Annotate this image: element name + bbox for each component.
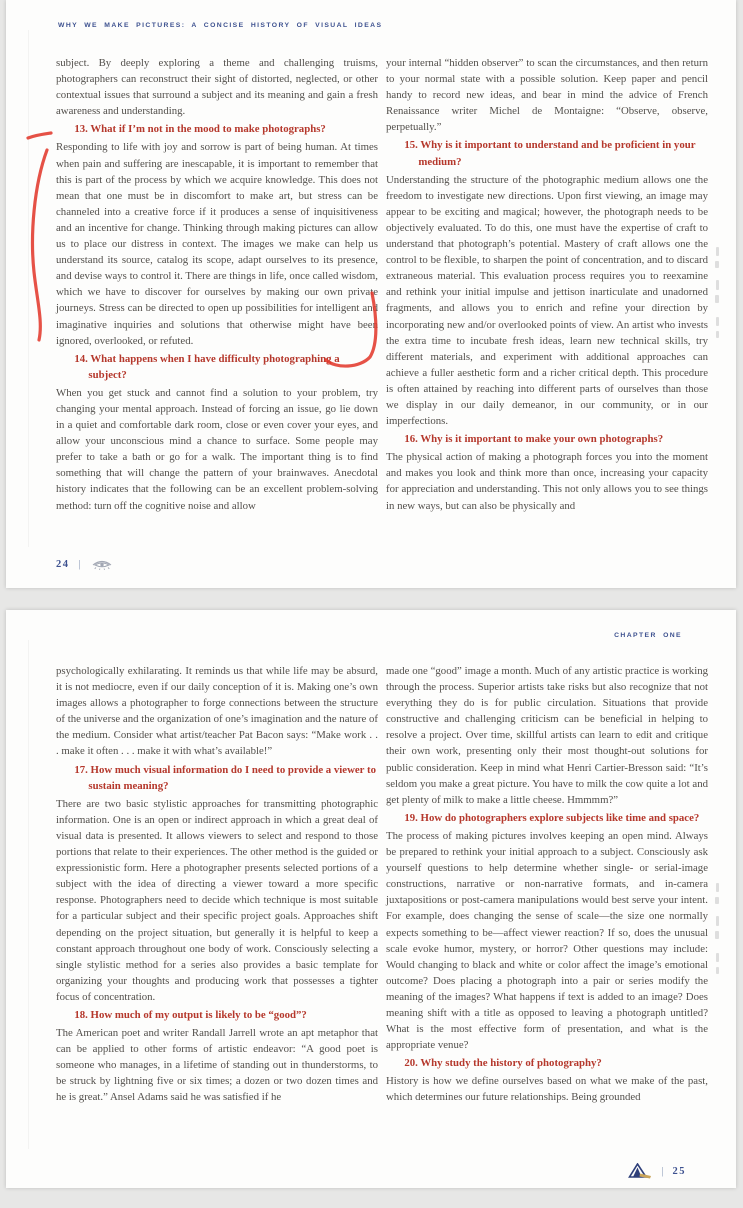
text-column-right <box>386 663 708 1106</box>
body-paragraph: Responding to life with joy and sorrow is part of being human. At times when pain and suffering are inescapable, it is important to remember that this is part of the process by which we acquire knowledge. This does not mean that one must be in discomfort to make art, but stress can be channeled into a creative force if it produces a sense of inquisitiveness and an incentive for change. Thinking through making pictures can allow us to place our distress in context. The images we make can help us understand its source, catalog its scope, adapt ourselves to its presence, and devise ways to control it. There are things in life, once called wisdom, which we have to discover for ourselves by making our own private journeys. Stress can be directed to open up possibilities for intelligent and imaginative inquiries and solutions that otherwise might have been ignored, overlooked, or refuted. <box>56 141 378 347</box>
body-paragraph: The process of making pictures involves keeping an open mind. Always be prepared to rethink your initial approach to a subject. Consciously ask yourself questions to help determine whether single- or serial-image constructions, narrative or non-narrative formats, and in-camera juxtapositions or post-camera manipulations would best serve your intent. For example, does changing the sense of scale—the size one normally expects something to be—affect viewer reaction? If so, does the unusual scale evoke humor, mystery, or horror? Other questions may include: Would changing to black and white or color affect the image’s emotional outcome? Does placing a photograph into a pair or series modify the meaning of the images? What happens if text is added to an image? Does meaning shift with a title as opposed to leaving a photograph untitled? What is the most effective form of presentation, and what is the appropriate venue? <box>386 829 708 1052</box>
body-paragraph: The American poet and writer Randall Jarrell wrote an apt metaphor that can be applied to other forms of artistic endeavor: “A good poet is someone who manages, in a lifetime of standing out in thunderstorms, to be struck by lightning five or six times; a dozen or two dozen times and he is great.” Ansel Adams said he was satisfied if he <box>56 1027 378 1104</box>
body-paragraph: The physical action of making a photograph forces you into the moment and makes you look and think more than once, increasing your capacity for appreciation and understanding. This not only allows you to see things in new ways, but can also be physically and <box>386 451 708 512</box>
body-paragraph: There are two basic stylistic approaches for transmitting photographic information. One is an open or indirect approach in which a great deal of visual data is presented. It allows viewers to select and respond to those portions that relate to their experiences. The other method is the guided or expressionistic form. Here a photographer presents selected portions of a subject with the idea of directing a viewer toward a more specific response. Photographers need to decide which technique is most suitable for a particular subject and their specific project goals. Approaches shift depending on the project situation, but generally it is helpful to keep a constant approach throughout one body of work. Consciously selecting a single stylistic method for a series also provides a basic template for organizing your thoughts and producing work that possesses a tighter focus of concentration. <box>56 797 378 1003</box>
page-footer <box>56 558 114 570</box>
footer-divider: | <box>78 558 81 570</box>
page-25-columns <box>6 663 736 1106</box>
text-column-left <box>56 55 378 514</box>
eye-icon <box>90 558 114 570</box>
running-header: CHAPTER ONE <box>614 632 682 639</box>
body-paragraph: made one “good” image a month. Much of any artistic practice is working through the process. Superior artists take risks but also recognize that not everything they do is for public circulation. Situations that provide constructive and challenging criticism can be beneficial in helping to resolve a project. Over time, skillful artists can learn to edit and critique their own work, presenting only their most thought-out solutions for public consideration. Keep in mind what Henri Cartier-Bresson said: “It’s seldom you make a great picture. You have to milk the cow quite a lot and get plenty of milk to make a little cheese. Hmmmm?” <box>386 665 708 806</box>
footer-divider: | <box>661 1166 664 1177</box>
page-footer <box>628 1163 686 1180</box>
question-heading: 18. How much of my output is likely to be “good”? <box>74 1008 307 1021</box>
body-paragraph: your internal “hidden observer” to scan the circumstances, and then return to your normal state with a possible solution. Keep paper and pencil handy to record new ideas, and bear in mind the advice of French Renaissance writer Michel de Montaigne: “Observe, observe, perpetually.” <box>386 57 708 134</box>
body-paragraph: When you get stuck and cannot find a solution to your problem, try changing your mental approach. Instead of forcing an issue, go lie down in a quiet and comfortable dark room, close or even cover your eyes, and allow your unconscious mind a chance to surface. Some people may prefer to take a bath or go for a walk. The important thing is to find something that will change the pattern of your brainwaves. Anecdotal history indicates that the following can be an excellent problem-solving method: turn off the cognitive noise and allow <box>56 386 378 512</box>
question-heading: 15. Why is it important to understand and be proficient in your medium? <box>404 139 696 168</box>
question-heading: 17. How much visual information do I need to provide a viewer to sustain meaning? <box>74 763 376 792</box>
page-24-columns <box>6 55 736 514</box>
page-25 <box>6 610 736 1188</box>
text-column-left <box>56 663 378 1106</box>
prism-icon <box>628 1163 652 1180</box>
page-crease <box>28 640 29 1149</box>
text-column-right <box>386 55 708 514</box>
page-number: 25 <box>672 1166 686 1177</box>
page-number: 24 <box>56 558 70 570</box>
question-heading: 14. What happens when I have difficulty photographing a subject? <box>74 352 340 381</box>
body-paragraph: Understanding the structure of the photographic medium allows one the freedom to investigate new directions. Upon first viewing, an image may appear to be exciting and magical; however, the photograph needs to be objectively evaluated. To do this, one must have the expertise of craft to understand that photograph’s potential. Mastery of craft allows one the control to be flexible, to sharpen the point of concentration, and to discard extraneous material. This evaluation process requires you to reexamine and rethink your initial impulse and jettison inarticulate and unadorned fragments, and allows you to enrich and refine your direction by incorporating new and/or overlooked points of view. An artist who invests the extra time to incubate fresh ideas, learn new technical skills, try different materials, and experiment with additional approaches can achieve a fuller aesthetic form and a richer critical depth. This procedure is often attained by reaching into different parts of ourselves than those we display in our daily demeanor, in our community, or in our imperfections. <box>386 173 708 428</box>
page-24 <box>6 0 736 588</box>
question-heading: 16. Why is it important to make your own photographs? <box>404 433 664 446</box>
body-paragraph: History is how we define ourselves based on what we make of the past, which determines our future relationships. Being grounded <box>386 1075 708 1104</box>
page-edge-artifact <box>714 242 720 343</box>
question-heading: 19. How do photographers explore subjects like time and space? <box>404 811 700 824</box>
page-edge-artifact <box>714 878 720 979</box>
question-heading: 20. Why study the history of photography? <box>404 1057 602 1070</box>
body-paragraph: psychologically exhilarating. It reminds us that while life may be absurd, it is not mediocre, even if our daily conception of it is. Making one’s own images allows a photographer to forge connections between the structure of the universe and the organization of one’s imagination and the nature of the medium. Consider what artist/teacher Pat Bacon says: “Make work . . . make it often . . . make it with what’s available!” <box>56 665 378 758</box>
body-paragraph: subject. By deeply exploring a theme and challenging truisms, photographers can reconstruct their sight of distorted, neglected, or other contextual issues that surround a subject and its meaning and gain a fresh awareness and understanding. <box>56 57 378 118</box>
question-heading: 13. What if I’m not in the mood to make photographs? <box>74 123 326 136</box>
running-header: WHY WE MAKE PICTURES: A CONCISE HISTORY OF VISUAL IDEAS <box>58 22 383 29</box>
page-crease <box>28 30 29 547</box>
